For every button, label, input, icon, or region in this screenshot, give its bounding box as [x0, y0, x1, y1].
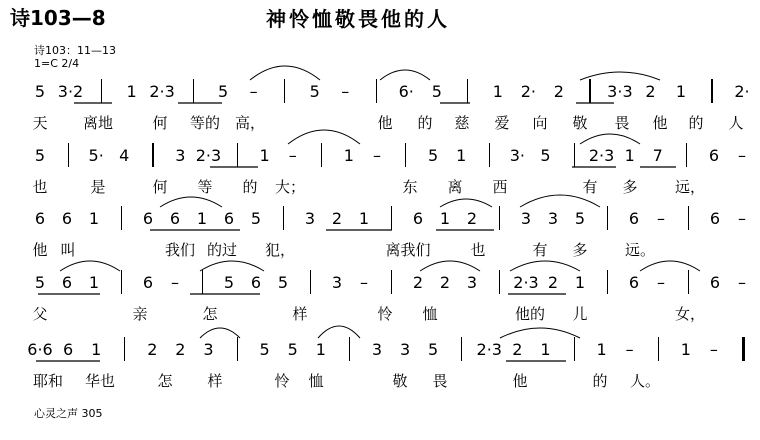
lyric-syllable: 的	[417, 114, 433, 132]
note: 5	[574, 209, 586, 228]
note: –	[360, 273, 368, 292]
lyric-syllable: 天	[32, 114, 48, 132]
lyric-syllable: 恤	[422, 305, 438, 323]
note: 3	[175, 146, 186, 165]
lyric-syllable: 他	[652, 114, 668, 132]
note: 1	[675, 82, 687, 101]
lyric-syllable: 多	[622, 178, 638, 196]
lyric-syllable: 怎	[202, 305, 218, 323]
lyric-syllable: 亲	[132, 305, 148, 323]
note: 6·6	[27, 340, 53, 359]
note: 6	[61, 273, 73, 292]
note: 2	[147, 340, 158, 359]
note: –	[657, 209, 665, 228]
lyric-syllable: 离	[447, 178, 463, 196]
note: 5·	[88, 146, 104, 165]
lyric-syllable: 华也	[84, 372, 116, 390]
note: 1	[596, 340, 607, 359]
note: 3	[399, 340, 411, 359]
lyric-syllable: 恤	[308, 372, 324, 390]
note: 1	[358, 209, 370, 228]
note: 6	[62, 340, 74, 359]
lyric-syllable: 人	[728, 114, 744, 132]
note: 4	[119, 146, 130, 165]
note: 5	[223, 273, 235, 292]
lyric-syllable: 父	[32, 305, 48, 323]
slur-and-beam-layer	[0, 146, 760, 208]
note: –	[657, 273, 665, 292]
lyric-syllable: 远。	[624, 241, 656, 259]
lyric-syllable: 慈	[454, 114, 470, 132]
note: 3	[331, 273, 343, 292]
lyric-syllable: 大；	[274, 178, 306, 196]
lyric-syllable: 的	[688, 114, 704, 132]
key-signature: 1=C 2/4	[34, 57, 80, 70]
note: 5	[309, 82, 320, 101]
lyric-syllable: 何	[152, 178, 168, 196]
note: 3	[203, 340, 214, 359]
note: –	[372, 146, 381, 165]
note: 1	[540, 340, 551, 359]
note: 6	[142, 209, 154, 228]
lyric-syllable: 畏	[614, 114, 630, 132]
note: 2	[466, 209, 478, 228]
note: –	[341, 82, 350, 101]
slur	[250, 66, 320, 80]
slur	[380, 70, 430, 80]
lyric-syllable: 高，	[234, 114, 266, 132]
note: 2·3	[195, 146, 222, 165]
note: 6	[250, 273, 262, 292]
lyric-syllable: 也	[470, 241, 486, 259]
note: 1	[456, 146, 467, 165]
note: 3	[520, 209, 532, 228]
lyric-syllable: 敬	[392, 372, 408, 390]
lyric-syllable: 向	[532, 114, 548, 132]
note: 6	[709, 273, 721, 292]
note: 1	[343, 146, 354, 165]
scripture-reference: 诗103：11—13	[34, 44, 116, 57]
lyric-syllable: 有	[582, 178, 598, 196]
note: 5	[287, 340, 298, 359]
note: 2	[175, 340, 186, 359]
note: 6	[708, 146, 719, 165]
lyric-syllable: 西	[492, 178, 508, 196]
note: 2	[547, 273, 559, 292]
note: 6	[61, 209, 73, 228]
note: 5	[428, 146, 439, 165]
note: 1	[315, 340, 326, 359]
lyric-syllable: 何	[152, 114, 168, 132]
slur-and-beam-layer	[0, 340, 760, 402]
lyric-syllable: 畏	[432, 372, 448, 390]
hymn-number: 诗103—8	[10, 6, 106, 30]
lyric-syllable: 怜	[377, 305, 393, 323]
lyric-syllable: 他的	[514, 305, 546, 323]
lyric-syllable: 的过	[206, 241, 238, 259]
note: –	[625, 340, 634, 359]
note: 5	[277, 273, 289, 292]
lyric-syllable: 爱	[494, 114, 510, 132]
note: 6	[169, 209, 181, 228]
note: 6	[412, 209, 424, 228]
note: 5	[428, 340, 439, 359]
note: 5	[218, 82, 229, 101]
note: 1	[439, 209, 451, 228]
score-line-4	[0, 273, 760, 335]
note: 1	[88, 273, 100, 292]
lyric-syllable: 等的	[189, 114, 221, 132]
lyric-syllable: 样	[207, 372, 223, 390]
note: –	[249, 82, 258, 101]
lyric-syllable: 敬	[572, 114, 588, 132]
lyric-syllable: 儿	[572, 305, 588, 323]
hymn-title: 神怜恤敬畏他的人	[266, 7, 450, 31]
note: 1	[574, 273, 586, 292]
note: 6	[223, 209, 235, 228]
note: 2·	[734, 82, 750, 101]
note: 3	[304, 209, 316, 228]
score-line-3	[0, 209, 760, 271]
score-line-1	[0, 82, 760, 144]
note: 1	[492, 82, 503, 101]
note: 7	[652, 146, 663, 165]
lyric-syllable: 东	[402, 178, 418, 196]
note: 1	[624, 146, 635, 165]
note: 1	[91, 340, 102, 359]
note: 3	[547, 209, 559, 228]
score-line-2	[0, 146, 760, 208]
note: 1	[88, 209, 100, 228]
note: 3·3	[607, 82, 633, 101]
note: –	[738, 209, 746, 228]
score-line-5	[0, 340, 760, 402]
note: 2·	[520, 82, 536, 101]
note: 2	[553, 82, 564, 101]
source-footer: 心灵之声 305	[34, 407, 103, 420]
note: –	[288, 146, 297, 165]
lyric-syllable: 的	[242, 178, 258, 196]
lyric-syllable: 怜	[274, 372, 290, 390]
note: 5	[259, 340, 270, 359]
lyric-syllable: 多	[572, 241, 588, 259]
note: 1	[196, 209, 208, 228]
lyric-syllable: 怎	[157, 372, 173, 390]
note: 6	[709, 209, 721, 228]
note: 2	[645, 82, 656, 101]
note: 5	[540, 146, 551, 165]
lyric-syllable: 叫	[60, 241, 76, 259]
lyric-syllable: 他	[32, 241, 48, 259]
slur-and-beam-layer	[0, 273, 760, 335]
note: 3	[466, 273, 478, 292]
note: 6	[142, 273, 154, 292]
lyric-syllable: 耶和	[32, 372, 64, 390]
lyric-syllable: 人。	[629, 372, 661, 390]
note: 2·3	[588, 146, 615, 165]
note: 6	[34, 209, 46, 228]
lyric-syllable: 我们	[164, 241, 196, 259]
lyric-syllable: 离地	[82, 114, 114, 132]
lyric-syllable: 女，	[674, 305, 706, 323]
lyric-syllable: 等	[197, 178, 213, 196]
note: 2·3	[476, 340, 502, 359]
lyric-syllable: 远，	[674, 178, 706, 196]
note: 3	[371, 340, 383, 359]
lyric-syllable: 他	[512, 372, 528, 390]
slur-and-beam-layer	[0, 209, 760, 271]
note: 5	[250, 209, 262, 228]
lyric-syllable: 是	[90, 178, 106, 196]
note: 5	[34, 273, 46, 292]
note: 6·	[398, 82, 414, 101]
note: 1	[126, 82, 137, 101]
lyric-syllable: 离我们	[385, 241, 431, 259]
note: 2	[439, 273, 451, 292]
note: 1	[259, 146, 270, 165]
note: 2	[412, 273, 424, 292]
note: 1	[680, 340, 691, 359]
note: 2·3	[513, 273, 539, 292]
note: 6	[628, 209, 640, 228]
slur	[580, 72, 660, 80]
note: 3·2	[57, 82, 84, 101]
lyric-syllable: 有	[532, 241, 548, 259]
note: 2	[331, 209, 343, 228]
lyric-syllable: 他	[377, 114, 393, 132]
note: 5	[34, 146, 46, 165]
lyric-syllable: 样	[292, 305, 308, 323]
note: 5	[34, 82, 46, 101]
note: 2	[512, 340, 523, 359]
note: 3·	[509, 146, 525, 165]
note: –	[709, 340, 718, 359]
note: 6	[628, 273, 640, 292]
note: 5	[431, 82, 442, 101]
note: –	[171, 273, 179, 292]
lyric-syllable: 也	[32, 178, 48, 196]
slur-and-beam-layer	[0, 82, 760, 144]
lyric-syllable: 犯，	[264, 241, 296, 259]
note: –	[738, 146, 746, 165]
note: –	[738, 273, 746, 292]
note: 2·3	[149, 82, 175, 101]
lyric-syllable: 的	[592, 372, 608, 390]
